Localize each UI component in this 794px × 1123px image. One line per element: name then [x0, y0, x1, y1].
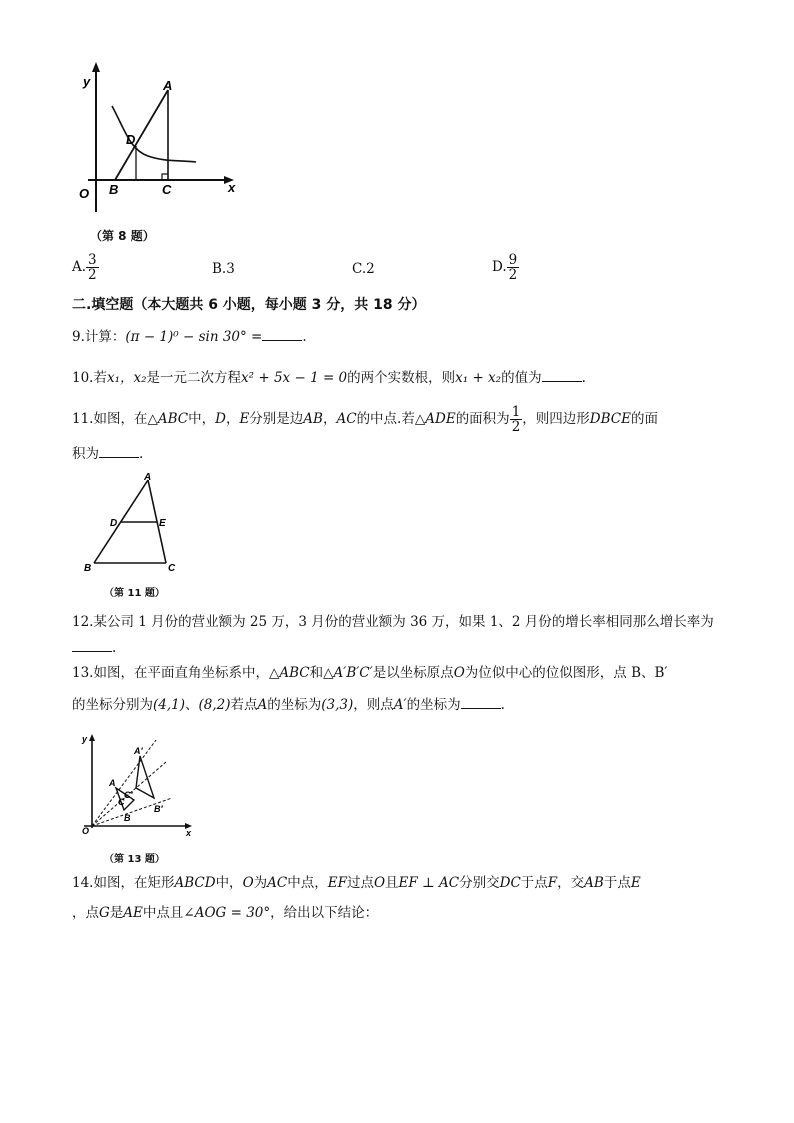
- q8-option-c: C.2: [352, 261, 375, 277]
- question-14-line-2: ，点G是AE中点且∠AOG = 30°，给出以下结论：: [72, 905, 379, 921]
- fig11-caption: （第 11 题）: [104, 588, 165, 599]
- fig11-label-b: B: [84, 563, 92, 574]
- question-12-line-2: .: [72, 637, 734, 659]
- fig8-label-b: B: [109, 182, 119, 197]
- fig13-label-x: x: [186, 828, 192, 838]
- q8-option-d: D. $\frac{9}{2}$: [492, 252, 518, 284]
- fig8-label-d: D: [126, 132, 136, 147]
- fig13-caption: （第 13 题）: [104, 854, 165, 865]
- fig8-label-c: C: [162, 182, 172, 197]
- fig13-label-c: C: [118, 797, 125, 807]
- fig8-label-o: O: [79, 186, 90, 201]
- fig13-label-b2: B′: [154, 804, 163, 814]
- fig13-label-b: B: [124, 813, 131, 823]
- figure-8: [70, 60, 250, 220]
- question-13: 13.如图，在平面直角坐标系中，△ABC和△A′B′C′是以坐标原点O为位似中心的位似图形，点 B、B′: [72, 665, 668, 681]
- fig8-y-arrow: [92, 62, 100, 72]
- section-2-title: 二.填空题（本大题共 6 小题，每小题 3 分，共 18 分）: [72, 297, 426, 313]
- fig13-label-y: y: [82, 734, 88, 744]
- q8-option-a: A. $\frac{3}{2}$: [72, 252, 97, 284]
- fig11-label-e: E: [159, 518, 166, 529]
- fig13-y-arrow: [89, 734, 95, 741]
- question-14: 14.如图，在矩形ABCD中，O为AC中点，EF过点O且EF ⊥ AC分别交DC于点F，交AB于点E: [72, 875, 641, 891]
- fig8-label-x: x: [228, 180, 236, 195]
- fig8-label-a: A: [163, 78, 173, 93]
- fig13-label-o: O: [82, 826, 90, 836]
- figure-11: [80, 470, 190, 580]
- fig13-label-c2: C′: [124, 790, 133, 800]
- figure-13: [76, 728, 200, 838]
- question-11: 11.如图，在△ABC中，D，E分别是边AB，AC的中点.若△ADE的面积为 $\frac{1}{2}$ ，则四边形DBCE的面: [72, 404, 658, 436]
- fig11-label-d: D: [110, 518, 118, 529]
- question-12: 12.某公司 1 月份的营业额为 25 万，3 月份的营业额为 36 万，如果 1、2 月份的增长率相同那么增长率为: [72, 614, 714, 630]
- fig11-label-c: C: [168, 563, 176, 574]
- question-13-line-2: 的坐标分别为(4,1)、(8,2)若点A的坐标为(3,3)，则点A′的坐标为 .: [72, 694, 734, 716]
- fig11-label-a: A: [144, 472, 152, 483]
- question-11-line-2: 积为 .: [72, 443, 734, 465]
- fig13-triangle-large: [136, 756, 154, 798]
- question-9: 9.计算：(π − 1)⁰ − sin 30° = .: [72, 326, 734, 348]
- fig8-line-ba: [115, 90, 168, 180]
- fig8-caption: （第 8 题）: [90, 229, 155, 243]
- fig8-label-y: y: [83, 74, 91, 89]
- fig13-label-a2: A′: [134, 746, 143, 756]
- fig13-label-a: A: [109, 778, 116, 788]
- question-10: 10.若x₁，x₂是一元二次方程x² + 5x − 1 = 0的两个实数根，则x₁ + x₂的值为 .: [72, 367, 734, 389]
- q8-option-b: B.3: [212, 261, 235, 277]
